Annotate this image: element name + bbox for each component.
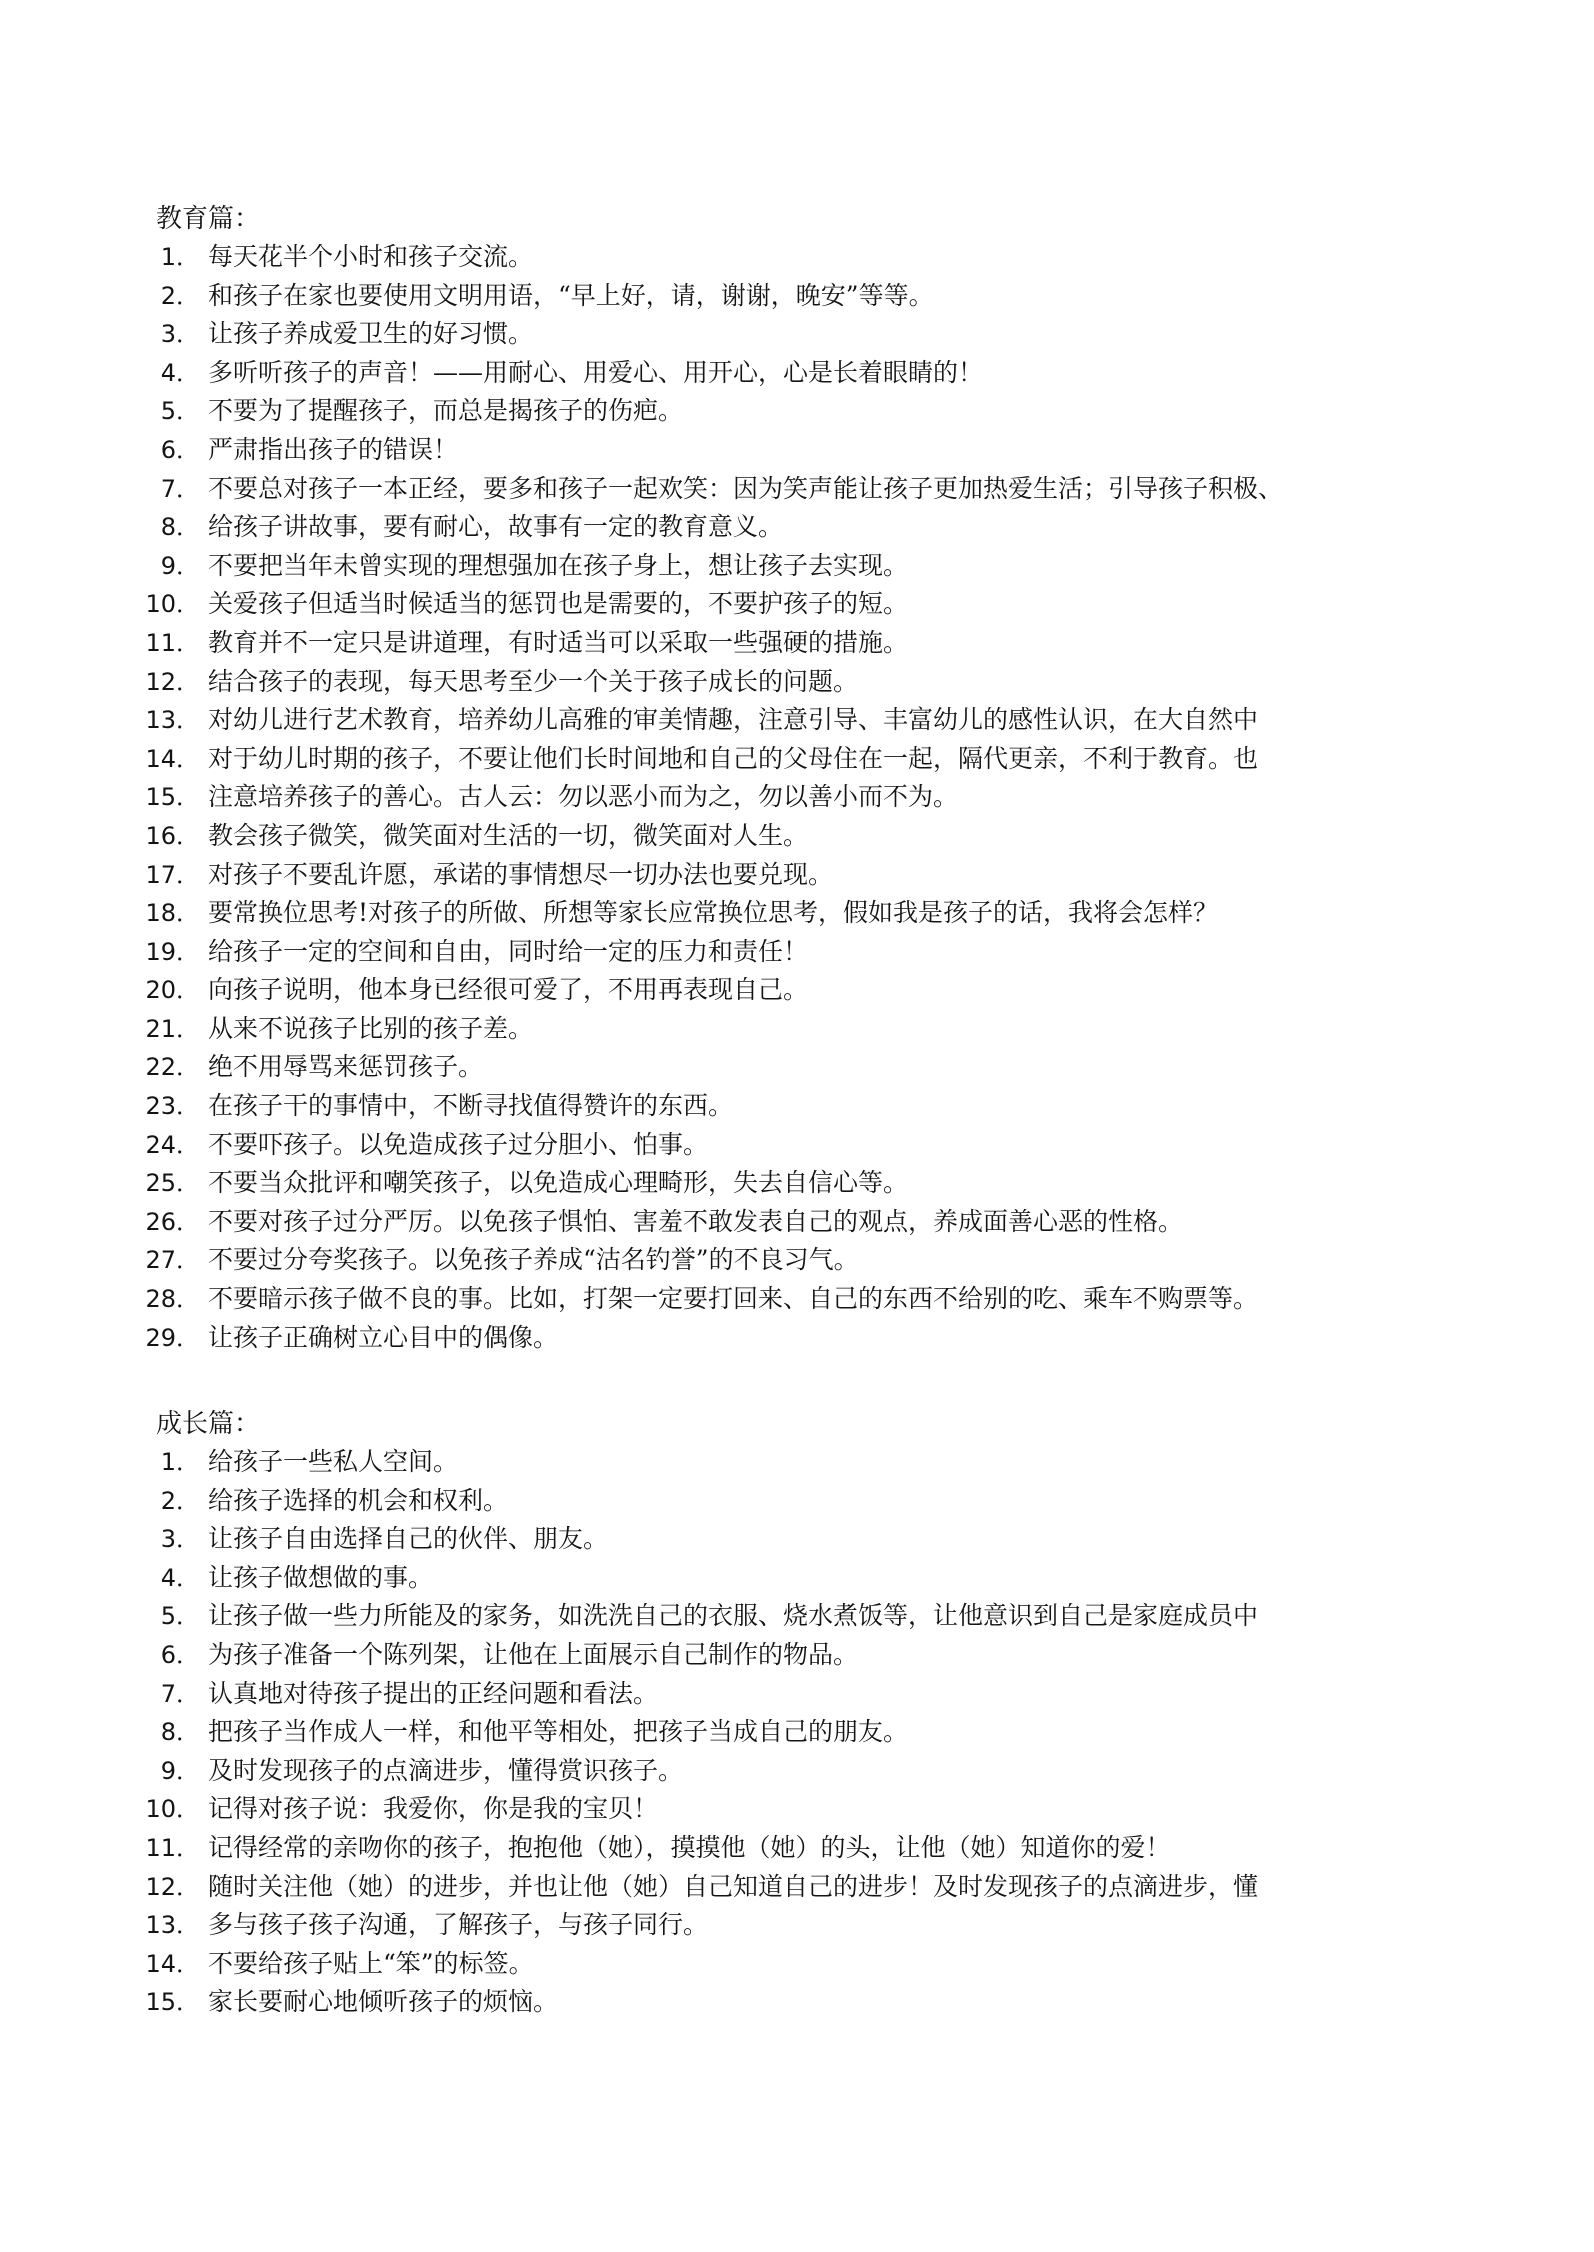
list-item (0, 663, 1594, 702)
item-text: 关爱孩子但适当时候适当的惩罚也是需要的，不要护孩子的短。 (208, 589, 909, 619)
list-item (0, 1868, 1594, 1907)
item-text: 对幼儿进行艺术教育，培养幼儿高雅的审美情趣，注意引导、丰富幼儿的感性认识，在大自然中 (208, 705, 1259, 735)
list-item (0, 1636, 1594, 1675)
item-number: 7． (160, 474, 200, 503)
item-text: 结合孩子的表现，每天思考至少一个关于孩子成长的问题。 (208, 666, 859, 696)
list-item (0, 1126, 1594, 1165)
list-item (0, 1790, 1594, 1829)
growth-heading: 成长篇： (156, 1409, 261, 1439)
item-number: 4． (160, 1563, 200, 1592)
item-number: 18． (145, 899, 200, 928)
item-text: 把孩子当作成人一样，和他平等相处，把孩子当成自己的朋友。 (208, 1717, 909, 1747)
item-number: 13． (145, 1911, 200, 1940)
item-number: 6． (160, 435, 200, 464)
item-number: 16． (145, 821, 200, 850)
item-text: 不要当众批评和嘲笑孩子，以免造成心理畸形，失去自信心等。 (208, 1168, 909, 1198)
list-item (0, 856, 1594, 895)
item-text: 家长要耐心地倾听孩子的烦恼。 (208, 1987, 559, 2017)
list-item (0, 1713, 1594, 1752)
item-text: 不要对孩子过分严厉。以免孩子惧怕、害羞不敢发表自己的观点，养成面善心恶的性格。 (208, 1206, 1184, 1236)
list-item (0, 740, 1594, 779)
item-text: 不要总对孩子一本正经，要多和孩子一起欢笑：因为笑声能让孩子更加热爱生活；引导孩子积极、 (208, 473, 1284, 503)
item-number: 29． (145, 1323, 200, 1352)
item-text: 认真地对待孩子提出的正经问题和看法。 (208, 1678, 659, 1708)
list-item (0, 778, 1594, 817)
list-item (0, 1983, 1594, 2022)
item-number: 2． (160, 281, 200, 310)
item-number: 27． (145, 1246, 200, 1275)
list-item (0, 585, 1594, 624)
item-number: 13． (145, 706, 200, 735)
item-text: 记得经常的亲吻你的孩子，抱抱他（她），摸摸他（她）的头，让他（她）知道你的爱！ (208, 1832, 1171, 1862)
list-item (0, 1906, 1594, 1945)
item-number: 4． (160, 358, 200, 387)
item-text: 向孩子说明，他本身已经很可爱了，不用再表现自己。 (208, 975, 809, 1005)
item-text: 及时发现孩子的点滴进步，懂得赏识孩子。 (208, 1755, 684, 1785)
item-number: 3． (160, 320, 200, 349)
list-item (0, 1319, 1594, 1358)
list-item (0, 1597, 1594, 1636)
item-text: 给孩子一些私人空间。 (208, 1447, 459, 1476)
list-item (0, 624, 1594, 663)
item-text: 多与孩子孩子沟通，了解孩子，与孩子同行。 (208, 1910, 709, 1940)
list-item (0, 817, 1594, 856)
item-number: 11． (145, 1833, 200, 1862)
item-number: 3． (160, 1525, 200, 1554)
item-number: 25． (145, 1169, 200, 1198)
item-number: 5． (160, 1602, 200, 1631)
item-text: 让孩子正确树立心目中的偶像。 (208, 1322, 559, 1352)
item-number: 1． (160, 243, 200, 271)
item-number: 22． (145, 1053, 200, 1082)
item-text: 随时关注他（她）的进步，并也让他（她）自己知道自己的进步！及时发现孩子的点滴进步，懂 (208, 1871, 1259, 1901)
list-item (0, 1280, 1594, 1319)
item-text: 对孩子不要乱许愿，承诺的事情想尽一切办法也要兑现。 (208, 859, 834, 889)
item-number: 15． (145, 783, 200, 812)
list-item (0, 971, 1594, 1010)
item-text: 要常换位思考!对孩子的所做、所想等家长应常换位思考，假如我是孩子的话，我将会怎样？ (208, 898, 1219, 928)
item-number: 10． (145, 590, 200, 619)
item-text: 让孩子养成爱卫生的好习惯。 (208, 319, 534, 349)
list-item (0, 238, 1594, 277)
item-text: 多听听孩子的声音！——用耐心、用爱心、用开心，心是长着眼睛的！ (208, 357, 984, 387)
list-item (0, 277, 1594, 316)
item-number: 11． (145, 628, 200, 657)
item-number: 12． (145, 667, 200, 696)
list-item (0, 1048, 1594, 1087)
item-text: 让孩子做想做的事。 (208, 1562, 434, 1592)
item-text: 给孩子讲故事，要有耐心，故事有一定的教育意义。 (208, 512, 784, 542)
list-item (0, 431, 1594, 470)
item-text: 和孩子在家也要使用文明用语，“早上好，请，谢谢，晚安”等等。 (208, 280, 934, 310)
item-text: 不要暗示孩子做不良的事。比如，打架一定要打回来、自己的东西不给别的吃、乘车不购票等。 (208, 1284, 1259, 1314)
item-text: 不要过分夸奖孩子。以免孩子养成“沽名钓誉”的不良习气。 (208, 1245, 859, 1275)
education-heading: 教育篇： (156, 204, 261, 234)
item-number: 1． (160, 1448, 200, 1476)
list-item (0, 1829, 1594, 1868)
item-text: 在孩子干的事情中，不断寻找值得赞许的东西。 (208, 1091, 734, 1121)
item-number: 20． (145, 976, 200, 1005)
item-number: 24． (145, 1130, 200, 1159)
list-item (0, 1164, 1594, 1203)
list-item (0, 1752, 1594, 1791)
list-item (0, 508, 1594, 547)
list-item (0, 1087, 1594, 1126)
item-number: 10． (145, 1795, 200, 1824)
item-text: 不要吓孩子。以免造成孩子过分胆小、怕事。 (208, 1129, 709, 1159)
list-item (0, 894, 1594, 933)
growth-list (0, 1443, 1594, 2022)
list-item (0, 1559, 1594, 1598)
item-text: 不要把当年未曾实现的理想强加在孩子身上，想让孩子去实现。 (208, 550, 909, 580)
item-number: 14． (145, 744, 200, 773)
item-text: 给孩子一定的空间和自由，同时给一定的压力和责任！ (208, 936, 809, 966)
list-item (0, 354, 1594, 393)
item-text: 让孩子自由选择自己的伙伴、朋友。 (208, 1524, 609, 1554)
item-text: 教会孩子微笑，微笑面对生活的一切，微笑面对人生。 (208, 820, 809, 850)
item-number: 26． (145, 1207, 200, 1236)
list-item (0, 1945, 1594, 1984)
item-number: 23． (145, 1092, 200, 1121)
item-number: 17． (145, 860, 200, 889)
list-item (0, 1203, 1594, 1242)
item-number: 14． (145, 1949, 200, 1978)
item-number: 8． (160, 513, 200, 542)
list-item (0, 701, 1594, 740)
list-item (0, 1010, 1594, 1049)
item-number: 12． (145, 1872, 200, 1901)
item-number: 9． (160, 1756, 200, 1785)
item-text: 记得对孩子说：我爱你，你是我的宝贝！ (208, 1794, 659, 1824)
list-item (0, 1675, 1594, 1714)
item-text: 不要给孩子贴上“笨”的标签。 (208, 1948, 534, 1978)
list-item (0, 470, 1594, 509)
item-number: 15． (145, 1988, 200, 2017)
item-number: 19． (145, 937, 200, 966)
list-item (0, 1443, 1594, 1482)
education-list (0, 238, 1594, 1357)
item-number: 8． (160, 1718, 200, 1747)
list-item (0, 315, 1594, 354)
list-item (0, 1520, 1594, 1559)
item-text: 注意培养孩子的善心。古人云：勿以恶小而为之，勿以善小而不为。 (208, 782, 959, 812)
item-number: 9． (160, 551, 200, 580)
list-item (0, 1241, 1594, 1280)
item-text: 严肃指出孩子的错误！ (208, 434, 459, 464)
list-item (0, 547, 1594, 586)
item-text: 给孩子选择的机会和权利。 (208, 1485, 509, 1515)
item-text: 教育并不一定只是讲道理，有时适当可以采取一些强硬的措施。 (208, 627, 909, 657)
item-text: 绝不用辱骂来惩罚孩子。 (208, 1052, 484, 1082)
item-text: 让孩子做一些力所能及的家务，如洗洗自己的衣服、烧水煮饭等，让他意识到自己是家庭成员中 (208, 1601, 1259, 1631)
item-number: 28． (145, 1285, 200, 1314)
list-item (0, 933, 1594, 972)
item-number: 5． (160, 397, 200, 426)
item-text: 对于幼儿时期的孩子，不要让他们长时间地和自己的父母住在一起，隔代更亲，不利于教育。也 (208, 743, 1259, 773)
item-number: 6． (160, 1640, 200, 1669)
list-item (0, 1482, 1594, 1521)
item-number: 2． (160, 1486, 200, 1515)
item-text: 从来不说孩子比别的孩子差。 (208, 1013, 534, 1043)
item-text: 不要为了提醒孩子，而总是揭孩子的伤疤。 (208, 396, 684, 426)
list-item (0, 392, 1594, 431)
item-text: 为孩子准备一个陈列架，让他在上面展示自己制作的物品。 (208, 1639, 859, 1669)
item-number: 21． (145, 1014, 200, 1043)
item-text: 每天花半个小时和孩子交流。 (208, 242, 534, 271)
item-number: 7． (160, 1679, 200, 1708)
